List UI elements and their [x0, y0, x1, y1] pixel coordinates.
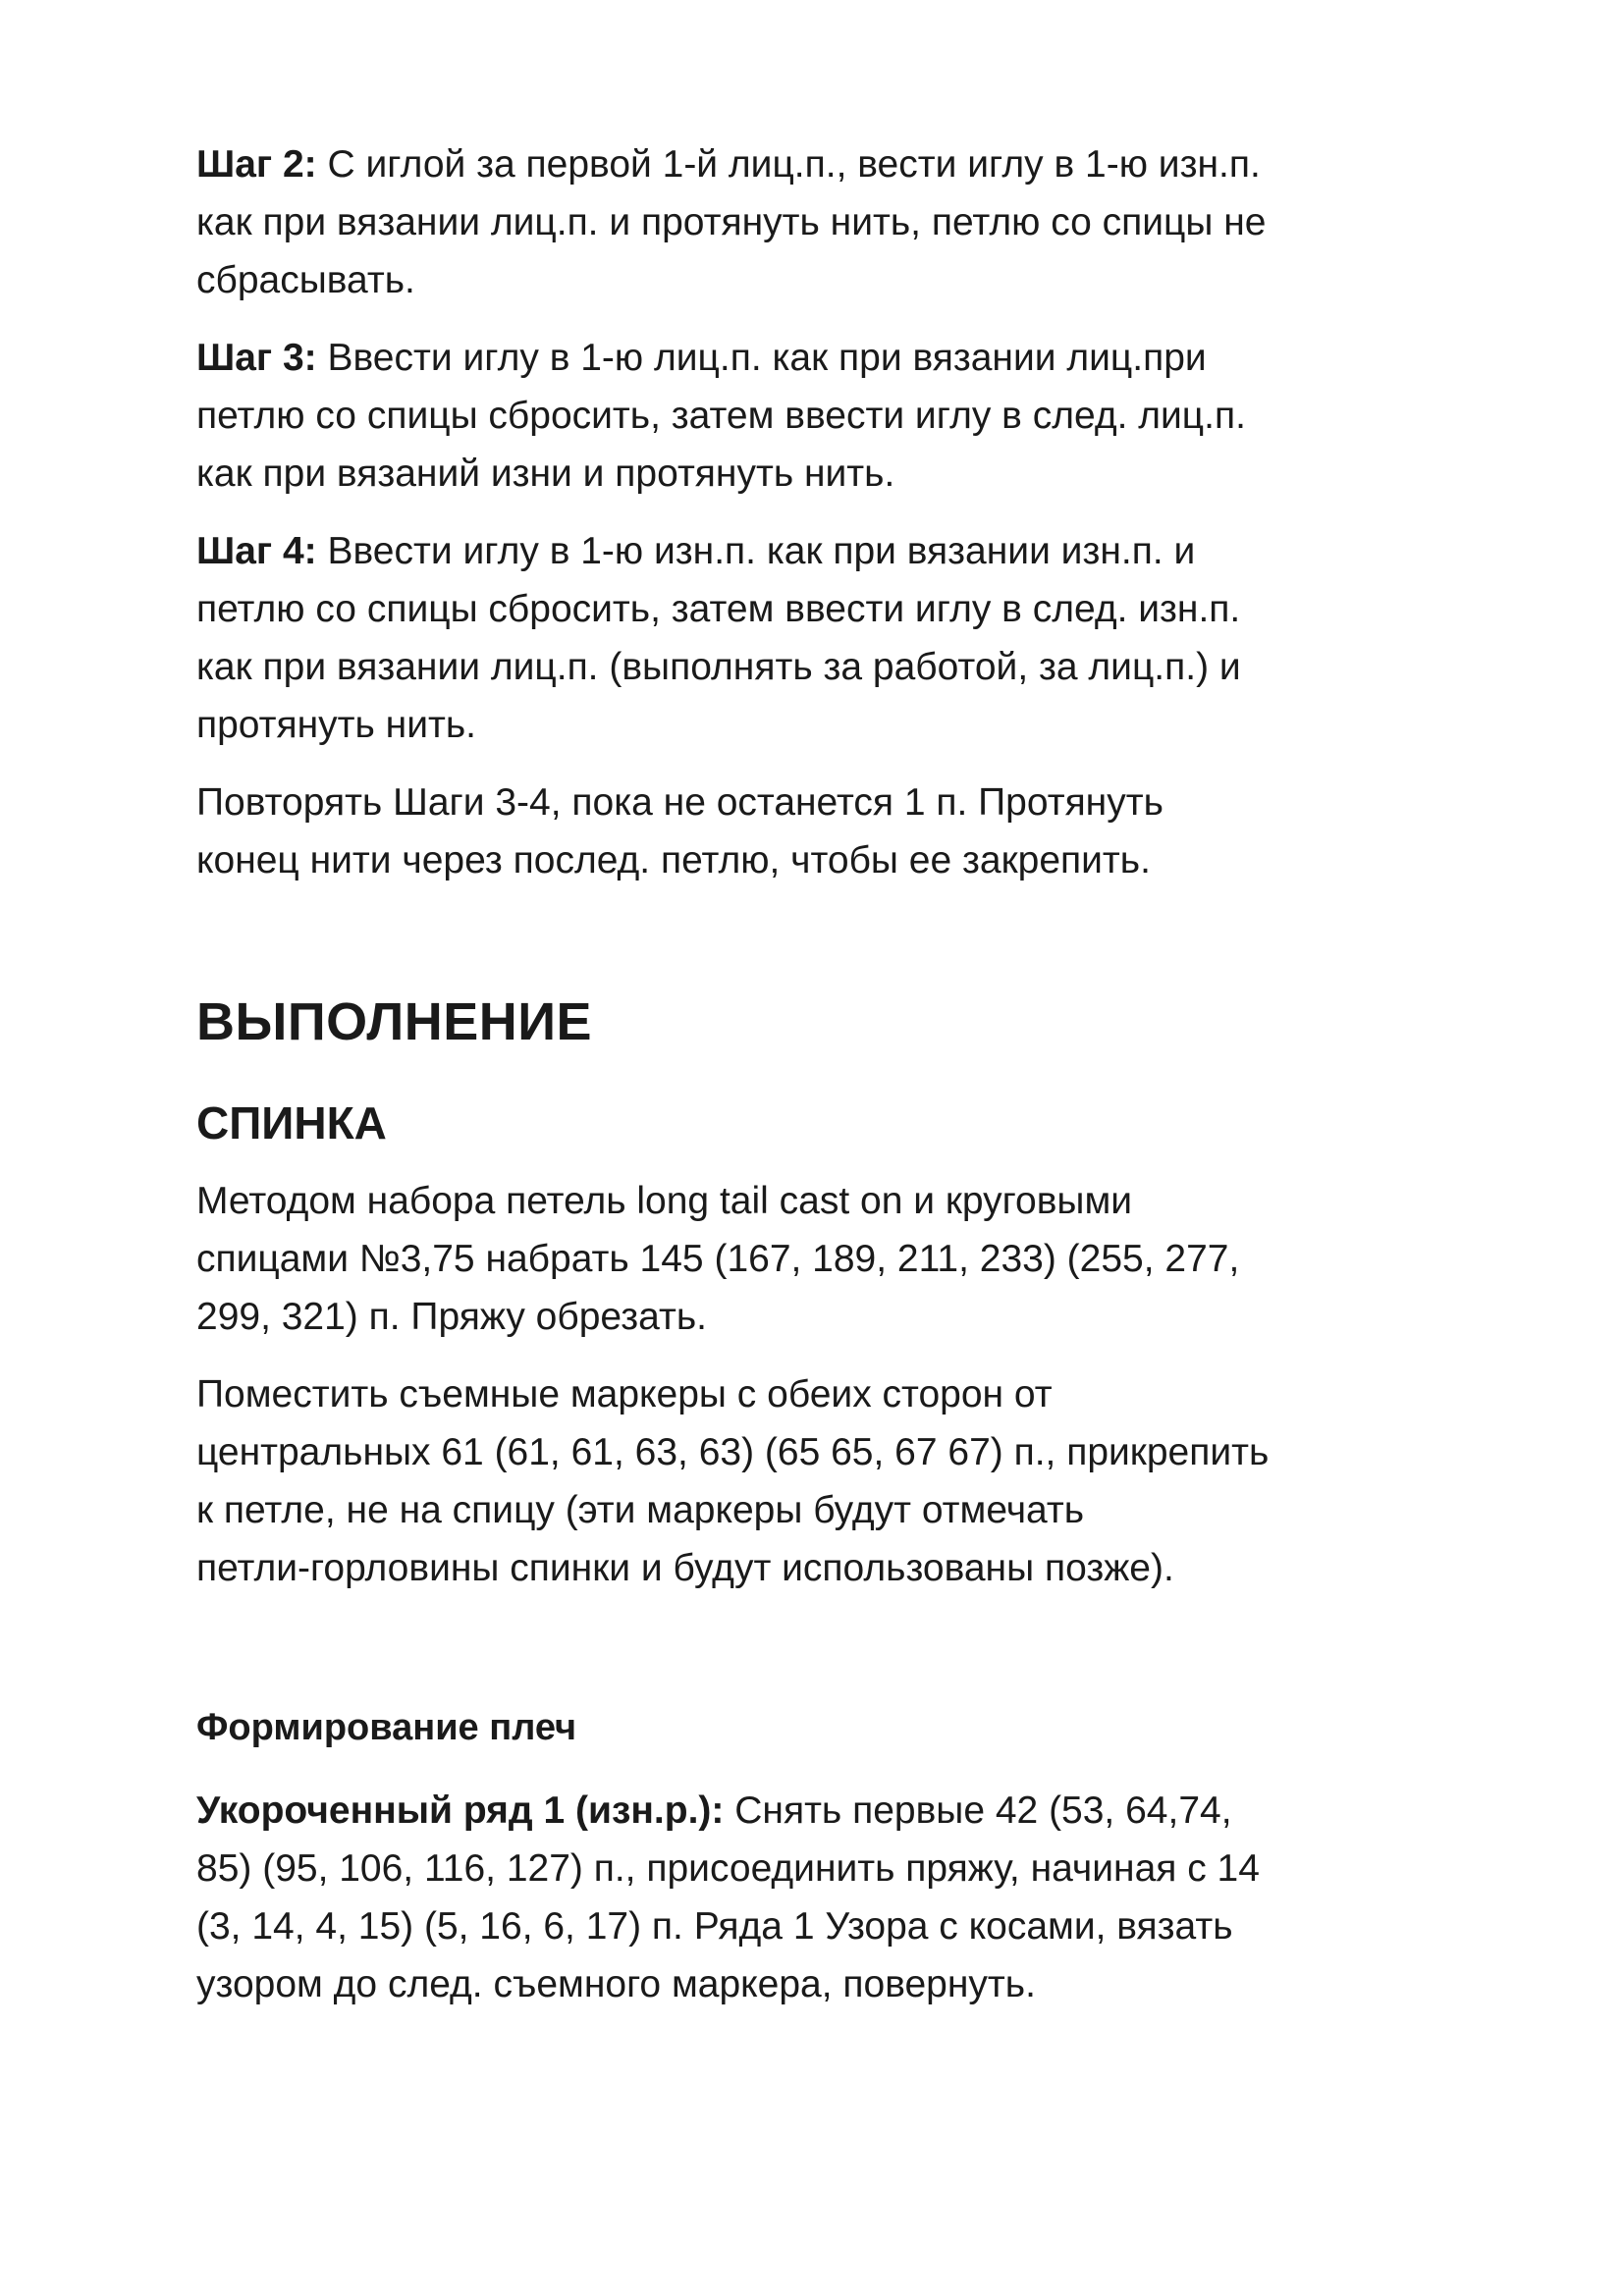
step-3-line-1	[196, 329, 1463, 387]
step-4-text-1: Ввести иглу в 1-ю изн.п. как при вязании изн.п. и	[316, 530, 1196, 572]
step-3-line-3: как при вязаний изни и протянуть нить.	[196, 453, 895, 495]
short-row-text-1: Снять первые 42 (53, 64,74,	[724, 1789, 1232, 1832]
markers-paragraph	[196, 1365, 1463, 1597]
step-2-text-1: С иглой за первой 1-й лиц.п., вести иглу в 1-ю изн.п.	[316, 143, 1261, 186]
step-3-line-2: петлю со спицы сбросить, затем ввести иглу в след. лиц.п.	[196, 395, 1246, 437]
repeat-line-2: конец нити через послед. петлю, чтобы ее закрепить.	[196, 839, 1151, 881]
cast-on-line-2: спицами №3,75 набрать 145 (167, 189, 211, 233) (255, 277,	[196, 1238, 1240, 1280]
short-row-line-3: (3, 14, 4, 15) (5, 16, 6, 17) п. Ряда 1 Узора с косами, вязать	[196, 1905, 1233, 1948]
subsection-title: СПИНКА	[196, 1097, 387, 1148]
step-3-text-1: Ввести иглу в 1-ю лиц.п. как при вязании лиц.при	[316, 337, 1207, 379]
step-4-line-3: как при вязании лиц.п. (выполнять за работой, за лиц.п.) и	[196, 646, 1241, 688]
short-row-paragraph	[196, 1782, 1463, 2013]
cast-on-line-1: Методом набора петель long tail cast on и круговыми	[196, 1180, 1133, 1222]
repeat-line-1: Повторять Шаги 3-4, пока не останется 1 п. Протянуть	[196, 781, 1163, 824]
short-row-label: Укороченный ряд 1 (изн.р.):	[196, 1789, 725, 1832]
step-2-paragraph	[196, 135, 1463, 309]
step-4-line-2: петлю со спицы сбросить, затем ввести иглу в след. изн.п.	[196, 588, 1241, 630]
step-4-line-4: протянуть нить.	[196, 704, 477, 746]
markers-line-4: петли-горловины спинки и будут использованы позже).	[196, 1547, 1174, 1589]
section-title: ВЫПОЛНЕНИЕ	[196, 992, 593, 1051]
shoulder-heading: Формирование плеч	[196, 1707, 577, 1748]
repeat-paragraph	[196, 774, 1463, 889]
step-3-label: Шаг 3:	[196, 337, 317, 379]
step-4-label: Шаг 4:	[196, 530, 317, 572]
document-content	[196, 135, 1463, 2013]
step-2-line-3: сбрасывать.	[196, 259, 415, 301]
short-row-line-2: 85) (95, 106, 116, 127) п., присоединить пряжу, начиная с 14	[196, 1847, 1260, 1890]
step-2-line-1	[196, 135, 1463, 193]
step-3-paragraph	[196, 329, 1463, 503]
cast-on-line-3: 299, 321) п. Пряжу обрезать.	[196, 1296, 707, 1338]
short-row-line-4: узором до след. съемного маркера, повернуть.	[196, 1963, 1036, 2005]
short-row-line-1	[196, 1782, 1463, 1840]
markers-line-1: Поместить съемные маркеры с обеих сторон от	[196, 1373, 1053, 1415]
markers-line-3: к петле, не на спицу (эти маркеры будут отмечать	[196, 1489, 1085, 1531]
step-4-line-1	[196, 522, 1463, 580]
step-4-paragraph	[196, 522, 1463, 754]
cast-on-paragraph	[196, 1172, 1463, 1346]
step-2-line-2: как при вязании лиц.п. и протянуть нить, петлю со спицы не	[196, 201, 1267, 243]
markers-line-2: центральных 61 (61, 61, 63, 63) (65 65, 67 67) п., прикрепить	[196, 1431, 1270, 1473]
step-2-label: Шаг 2:	[196, 143, 317, 186]
